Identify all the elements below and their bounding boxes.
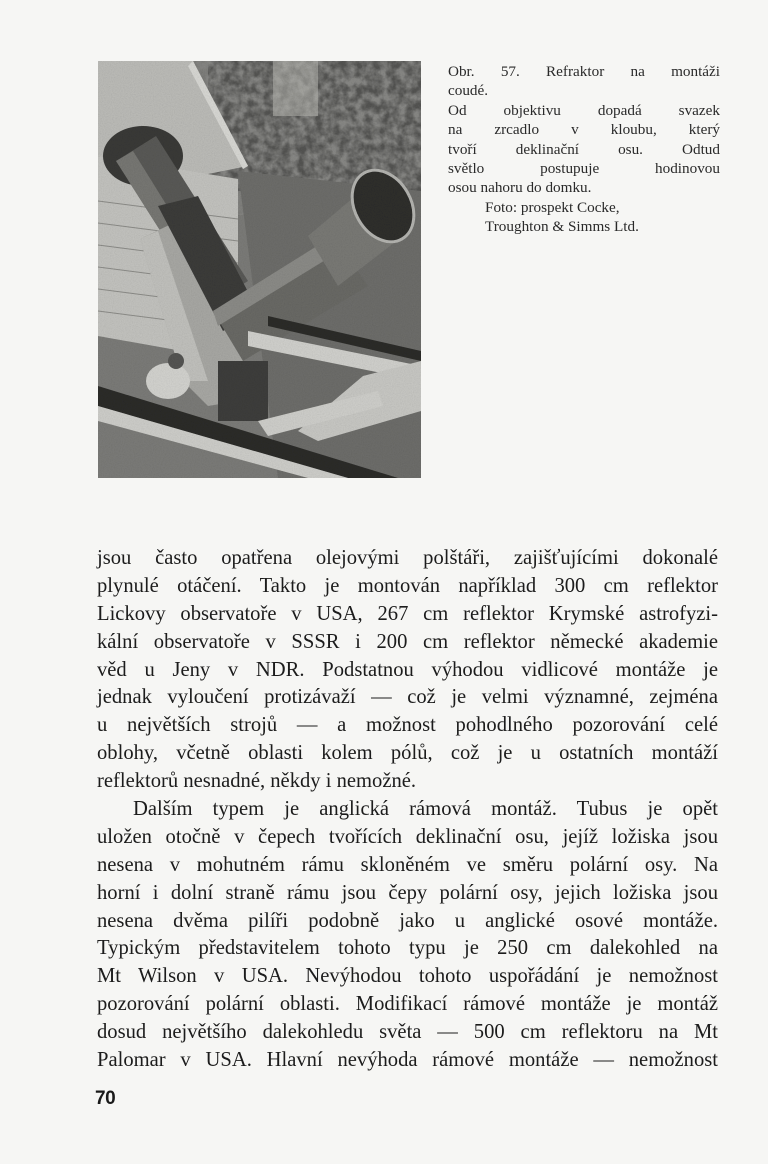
photo-credit: Troughton & Simms Ltd. xyxy=(485,218,639,236)
text-line: nesena v mohutném rámu skloněném ve směru polární osy. Na xyxy=(97,853,718,876)
text-line: Lickovy observatoře v USA, 267 cm reflektor Krymské astrofyzi- xyxy=(97,602,718,625)
text-line: oblohy, včetně oblasti kolem pólů, což je u ostatních montáží xyxy=(97,742,718,765)
page-number: 70 xyxy=(95,1088,116,1109)
text-line: kální observatoře v SSSR i 200 cm reflektor německé akademie xyxy=(97,630,718,653)
text-line: jsou často opatřena olejovými polštáři, zajišťujícími dokonalé xyxy=(97,547,718,569)
text-line: reflektorů nesnadné, někdy i nemožné. xyxy=(97,770,417,793)
text-line: horní i dolní straně rámu jsou čepy polární osy, jejich ložiska jsou xyxy=(97,881,718,904)
caption-line: coudé. xyxy=(448,82,489,100)
body-text xyxy=(97,545,718,1075)
photo-credit: Foto: prospekt Cocke, xyxy=(485,198,620,216)
text-line: Mt Wilson v USA. Nevýhodou tohoto uspořádání je nemožnost xyxy=(97,965,718,988)
text-line: jednak vyloučení protizávaží — což je velmi významné, zejména xyxy=(97,686,718,709)
text-line: pozorování polární oblasti. Modifikací rámové montáže je montáž xyxy=(97,993,718,1016)
caption-line: na zrcadlo v kloubu, který xyxy=(448,121,720,139)
text-line: nesena dvěma pilíři podobně jako u anglické osové montáže. xyxy=(97,909,718,932)
telescope-photo xyxy=(98,61,421,478)
text-line: u největších strojů — a možnost pohodlného pozorování celé xyxy=(97,714,718,737)
text-line: plynulé otáčení. Takto je montován například 300 cm reflektor xyxy=(97,574,718,597)
text-line: Dalším typem je anglická rámová montáž. Tubus je opět xyxy=(133,798,718,821)
text-line: věd u Jeny v NDR. Podstatnou výhodou vidlicové montáže je xyxy=(97,658,718,681)
text-line: uložen otočně v čepech tvořících deklinační osu, jejíž ložiska jsou xyxy=(97,825,718,848)
text-line: dosud největšího dalekohledu světa — 500 cm reflektoru na Mt xyxy=(97,1021,718,1044)
caption-line: tvoří deklinační osu. Odtud xyxy=(448,140,720,158)
telescope-photo-illustration xyxy=(98,61,421,478)
figure-caption xyxy=(448,62,720,237)
caption-line: Obr. 57. Refraktor na montáži xyxy=(448,63,720,80)
text-line: Palomar v USA. Hlavní nevýhoda rámové montáže — nemožnost xyxy=(97,1049,718,1072)
caption-line: osou nahoru do domku. xyxy=(448,179,592,197)
caption-line: světlo postupuje hodinovou xyxy=(448,160,720,178)
caption-line: Od objektivu dopadá svazek xyxy=(448,101,720,119)
text-line: Typickým představitelem tohoto typu je 250 cm dalekohled na xyxy=(97,937,718,960)
